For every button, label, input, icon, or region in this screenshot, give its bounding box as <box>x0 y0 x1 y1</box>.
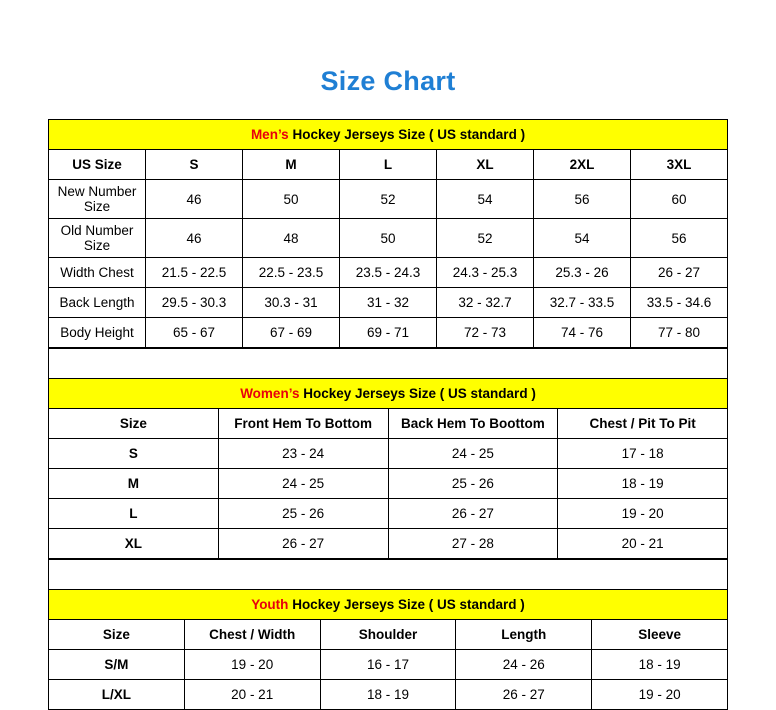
mens-row-0-label: New Number Size <box>49 180 146 219</box>
womens-header-cell <box>49 379 728 409</box>
womens-col-head-3: Chest / Pit To Pit <box>558 409 728 439</box>
table-row <box>49 318 728 348</box>
mens-row-0-c2: 50 <box>243 180 340 219</box>
womens-row-1-c1: 24 - 25 <box>218 469 388 499</box>
table-row <box>49 650 728 680</box>
youth-row-1-c3: 26 - 27 <box>456 680 592 710</box>
mens-col-head-1: S <box>146 150 243 180</box>
youth-header-cell <box>49 590 728 620</box>
youth-row-0-c4: 18 - 19 <box>592 650 728 680</box>
mens-row-4-c2: 67 - 69 <box>243 318 340 348</box>
mens-header-cell <box>49 120 728 150</box>
mens-section-header <box>49 120 728 150</box>
mens-col-head-6: 3XL <box>631 150 728 180</box>
mens-row-0-c3: 52 <box>340 180 437 219</box>
mens-size-table <box>48 119 728 348</box>
mens-row-3-c3: 31 - 32 <box>340 288 437 318</box>
spacer-womens-youth <box>49 560 728 590</box>
womens-row-3-label: XL <box>49 529 219 559</box>
mens-row-1-c5: 54 <box>534 219 631 258</box>
mens-row-1-c6: 56 <box>631 219 728 258</box>
womens-row-3-c1: 26 - 27 <box>218 529 388 559</box>
table-row <box>49 219 728 258</box>
table-row <box>49 258 728 288</box>
table-row <box>49 469 728 499</box>
mens-row-4-c5: 74 - 76 <box>534 318 631 348</box>
mens-row-0-c4: 54 <box>437 180 534 219</box>
mens-row-1-c1: 46 <box>146 219 243 258</box>
youth-header-rest: Hockey Jerseys Size ( US standard ) <box>288 597 525 612</box>
mens-row-0-c1: 46 <box>146 180 243 219</box>
womens-row-2-c1: 25 - 26 <box>218 499 388 529</box>
womens-row-3-c2: 27 - 28 <box>388 529 558 559</box>
youth-col-head-2: Shoulder <box>320 620 456 650</box>
mens-col-head-0: US Size <box>49 150 146 180</box>
table-row <box>49 180 728 219</box>
mens-row-3-c2: 30.3 - 31 <box>243 288 340 318</box>
youth-row-1-c2: 18 - 19 <box>320 680 456 710</box>
womens-row-0-c3: 17 - 18 <box>558 439 728 469</box>
womens-header-rest: Hockey Jerseys Size ( US standard ) <box>299 386 536 401</box>
youth-col-head-1: Chest / Width <box>184 620 320 650</box>
youth-row-0-c1: 19 - 20 <box>184 650 320 680</box>
womens-col-head-1: Front Hem To Bottom <box>218 409 388 439</box>
mens-row-4-c4: 72 - 73 <box>437 318 534 348</box>
youth-row-0-c3: 24 - 26 <box>456 650 592 680</box>
youth-row-1-c1: 20 - 21 <box>184 680 320 710</box>
mens-row-1-c4: 52 <box>437 219 534 258</box>
youth-row-1-c4: 19 - 20 <box>592 680 728 710</box>
womens-column-head-row <box>49 409 728 439</box>
youth-col-head-3: Length <box>456 620 592 650</box>
table-row <box>49 288 728 318</box>
mens-row-3-c5: 32.7 - 33.5 <box>534 288 631 318</box>
table-row <box>49 529 728 559</box>
womens-row-1-label: M <box>49 469 219 499</box>
page-title: Size Chart <box>320 66 456 96</box>
womens-header-accent: Women’s <box>240 386 300 401</box>
mens-column-head-row <box>49 150 728 180</box>
youth-size-table <box>48 559 728 710</box>
mens-row-4-c6: 77 - 80 <box>631 318 728 348</box>
mens-row-1-c3: 50 <box>340 219 437 258</box>
womens-col-head-2: Back Hem To Boottom <box>388 409 558 439</box>
mens-row-2-c2: 22.5 - 23.5 <box>243 258 340 288</box>
mens-row-3-c4: 32 - 32.7 <box>437 288 534 318</box>
mens-col-head-2: M <box>243 150 340 180</box>
table-row <box>49 439 728 469</box>
womens-row-1-c2: 25 - 26 <box>388 469 558 499</box>
mens-row-3-c6: 33.5 - 34.6 <box>631 288 728 318</box>
youth-row-0-c2: 16 - 17 <box>320 650 456 680</box>
womens-section-header <box>49 379 728 409</box>
mens-col-head-5: 2XL <box>534 150 631 180</box>
mens-row-3-label: Back Length <box>49 288 146 318</box>
table-row <box>49 499 728 529</box>
spacer-mens-womens <box>49 349 728 379</box>
womens-size-table <box>48 348 728 559</box>
mens-col-head-4: XL <box>437 150 534 180</box>
youth-section-header <box>49 590 728 620</box>
youth-col-head-0: Size <box>49 620 185 650</box>
mens-row-1-label: Old Number Size <box>49 219 146 258</box>
mens-row-0-c6: 60 <box>631 180 728 219</box>
youth-col-head-4: Sleeve <box>592 620 728 650</box>
womens-row-2-c2: 26 - 27 <box>388 499 558 529</box>
mens-row-4-label: Body Height <box>49 318 146 348</box>
mens-row-2-c1: 21.5 - 22.5 <box>146 258 243 288</box>
mens-row-2-c6: 26 - 27 <box>631 258 728 288</box>
mens-col-head-3: L <box>340 150 437 180</box>
mens-header-rest: Hockey Jerseys Size ( US standard ) <box>288 127 526 142</box>
youth-header-accent: Youth <box>251 597 289 612</box>
table-row <box>49 680 728 710</box>
mens-row-1-c2: 48 <box>243 219 340 258</box>
size-chart-container <box>48 119 728 710</box>
mens-row-2-c3: 23.5 - 24.3 <box>340 258 437 288</box>
womens-row-0-label: S <box>49 439 219 469</box>
youth-row-0-label: S/M <box>49 650 185 680</box>
mens-row-4-c3: 69 - 71 <box>340 318 437 348</box>
womens-row-2-label: L <box>49 499 219 529</box>
womens-row-2-c3: 19 - 20 <box>558 499 728 529</box>
womens-col-head-0: Size <box>49 409 219 439</box>
mens-row-4-c1: 65 - 67 <box>146 318 243 348</box>
womens-row-3-c3: 20 - 21 <box>558 529 728 559</box>
youth-row-1-label: L/XL <box>49 680 185 710</box>
mens-row-2-c5: 25.3 - 26 <box>534 258 631 288</box>
youth-column-head-row <box>49 620 728 650</box>
mens-row-0-c5: 56 <box>534 180 631 219</box>
mens-row-3-c1: 29.5 - 30.3 <box>146 288 243 318</box>
mens-header-accent: Men’s <box>250 127 289 142</box>
mens-row-2-c4: 24.3 - 25.3 <box>437 258 534 288</box>
womens-row-1-c3: 18 - 19 <box>558 469 728 499</box>
womens-row-0-c2: 24 - 25 <box>388 439 558 469</box>
womens-row-0-c1: 23 - 24 <box>218 439 388 469</box>
mens-row-2-label: Width Chest <box>49 258 146 288</box>
